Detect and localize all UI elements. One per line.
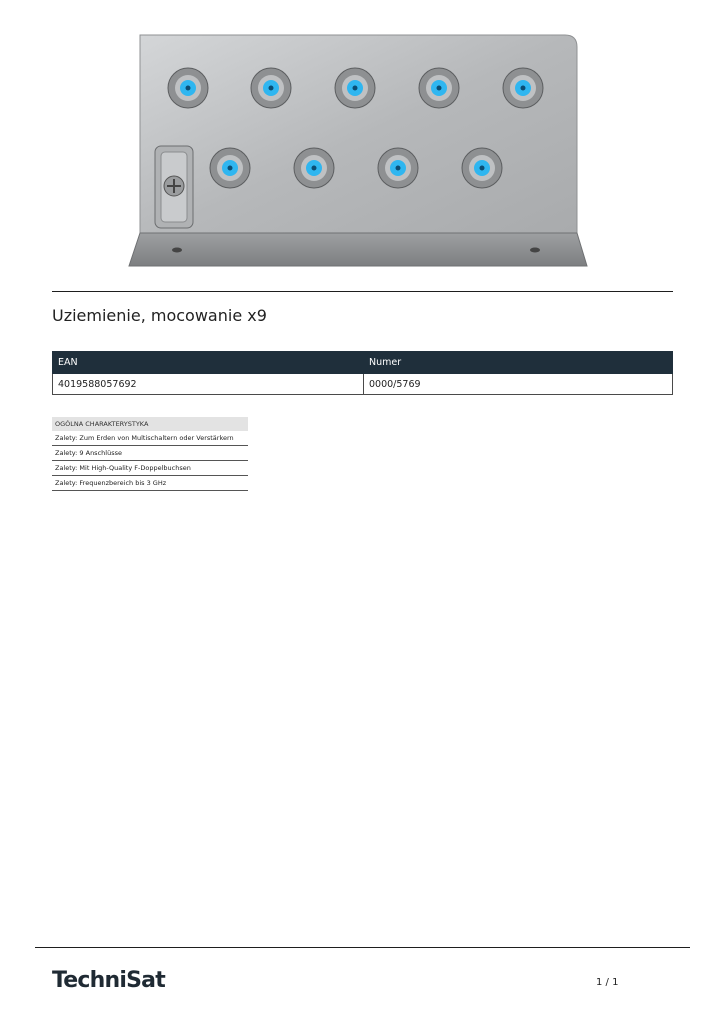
f-connector-icon — [168, 68, 208, 108]
f-connector-icon — [503, 68, 543, 108]
spec-row: Zalety: Frequenzbereich bis 3 GHz — [52, 476, 248, 491]
table-row — [53, 374, 673, 395]
f-connector-icon — [419, 68, 459, 108]
f-connector-icon — [210, 148, 250, 188]
f-connector-icon — [251, 68, 291, 108]
divider-top — [52, 291, 673, 292]
product-image — [125, 28, 590, 278]
spec-row: Zalety: Mit High-Quality F-Doppelbuchsen — [52, 461, 248, 476]
grounding-block-illustration — [125, 28, 590, 278]
page-number: 1 / 1 — [596, 977, 619, 988]
f-connector-icon — [335, 68, 375, 108]
f-connector-icon — [462, 148, 502, 188]
number-value: 0000/5769 — [364, 374, 673, 395]
technisat-logo: TechniSat — [52, 968, 165, 993]
product-title: Uziemienie, mocowanie x9 — [52, 306, 267, 325]
spec-row: Zalety: 9 Anschlüsse — [52, 446, 248, 461]
spec-row: Zalety: Zum Erden von Multischaltern oder Verstärkern — [52, 431, 248, 446]
f-connector-icon — [378, 148, 418, 188]
spec-table — [52, 417, 248, 491]
spec-heading: OGÓLNA CHARAKTERYSTYKA — [52, 417, 248, 431]
divider-bottom — [35, 947, 690, 948]
f-connector-icon — [294, 148, 334, 188]
number-header: Numer — [364, 352, 673, 374]
ean-table-header-row — [53, 352, 673, 374]
ean-value: 4019588057692 — [53, 374, 364, 395]
ean-header: EAN — [53, 352, 364, 374]
ean-table — [52, 351, 673, 395]
